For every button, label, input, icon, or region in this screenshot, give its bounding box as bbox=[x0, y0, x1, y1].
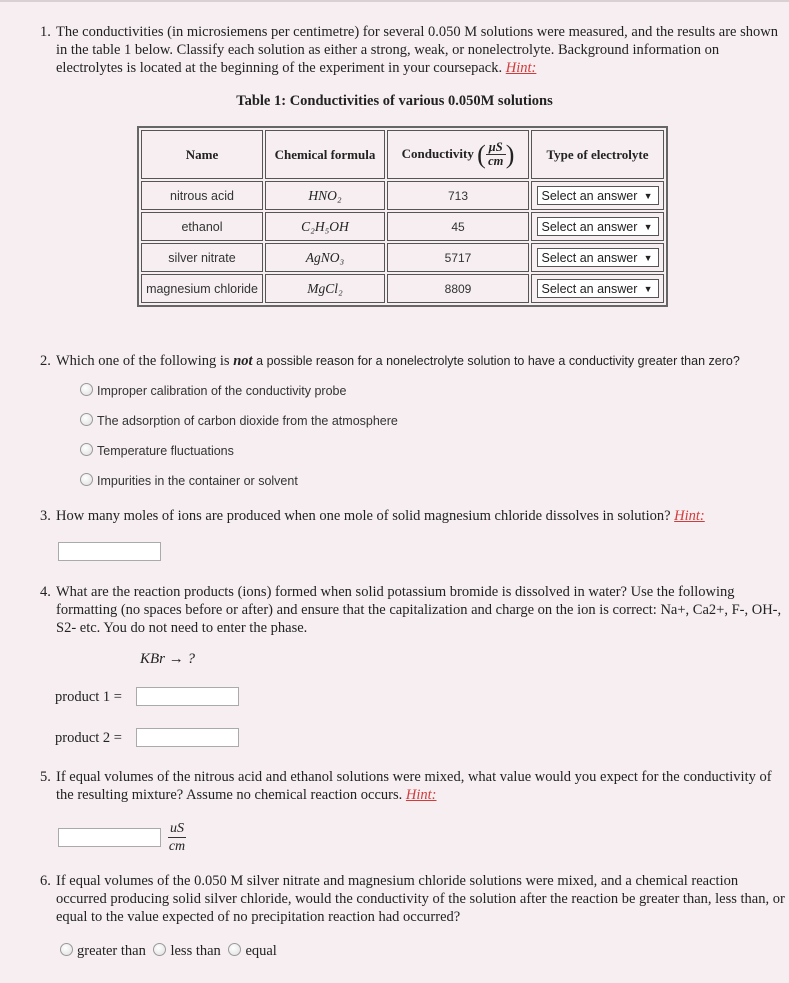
question-text: How many moles of ions are produced when one mole of solid magnesium chloride dissolves in solution? Hint: bbox=[56, 508, 705, 524]
q5-answer-input[interactable] bbox=[58, 828, 161, 847]
cell-formula: AgNO₃ bbox=[265, 243, 385, 272]
cell-conductivity: 713 bbox=[387, 181, 529, 210]
product-2-label: product 2 = bbox=[55, 730, 122, 746]
question-1 bbox=[40, 23, 785, 77]
q2-option[interactable]: Improper calibration of the conductivity probe bbox=[80, 383, 346, 398]
question-4 bbox=[40, 583, 785, 637]
q6-option[interactable]: greater than bbox=[60, 943, 146, 959]
q6-options bbox=[60, 943, 281, 960]
table-row bbox=[141, 181, 664, 210]
question-text: What are the reaction products (ions) formed when solid potassium bromide is dissolved in water? Use the following formatting (no spaces before or after) and ensure that the capitalization and charge on the ion is correct: Na+, Ca2+, F-, OH-, S2- etc. You do not need to enter the phase. bbox=[56, 584, 782, 636]
hint-link[interactable]: Hint: bbox=[674, 508, 705, 524]
radio-button[interactable] bbox=[80, 383, 93, 396]
q2-option[interactable]: Temperature fluctuations bbox=[80, 443, 234, 458]
radio-button[interactable] bbox=[80, 413, 93, 426]
reaction-equation: KBr → ? bbox=[140, 651, 196, 667]
q2-option[interactable]: Impurities in the container or solvent bbox=[80, 473, 298, 488]
dropdown-arrow-icon: ▼ bbox=[643, 222, 653, 232]
product-1-label: product 1 = bbox=[55, 689, 122, 705]
cell-formula: C₂H₅OH bbox=[265, 212, 385, 241]
q2-option[interactable]: The adsorption of carbon dioxide from the atmosphere bbox=[80, 413, 398, 428]
question-3 bbox=[40, 507, 785, 525]
table-caption: Table 1: Conductivities of various 0.050M solutions bbox=[236, 93, 553, 109]
question-number: 4. bbox=[40, 584, 51, 600]
q6-option[interactable]: less than bbox=[153, 943, 220, 959]
question-text: The conductivities (in microsiemens per centimetre) for several 0.050 M solutions were measured, and the results are shown in the table 1 below. Classify each solution as either a strong, weak, or nonelectrolyte. Background information on electrolytes is located at the beginning of the experiment in your coursepack. Hint: bbox=[56, 24, 778, 76]
radio-button[interactable] bbox=[228, 943, 241, 956]
table-header-row bbox=[141, 130, 664, 179]
question-5 bbox=[40, 768, 785, 804]
conductivity-table bbox=[137, 126, 668, 307]
hint-link[interactable]: Hint: bbox=[505, 60, 537, 76]
cell-name: ethanol bbox=[141, 212, 263, 241]
table-row bbox=[141, 274, 664, 303]
cell-name: nitrous acid bbox=[141, 181, 263, 210]
table-row bbox=[141, 212, 664, 241]
top-divider bbox=[0, 0, 789, 2]
cell-conductivity: 5717 bbox=[387, 243, 529, 272]
dropdown-arrow-icon: ▼ bbox=[643, 191, 653, 201]
question-text: If equal volumes of the 0.050 M silver nitrate and magnesium chloride solutions were mixed, and a chemical reaction occurred producing solid silver chloride, would the conductivity of the solution after the reaction be greater than, less than, or equal to the value expected of no precipitation reaction had occurred? bbox=[56, 873, 785, 925]
hint-link[interactable]: Hint: bbox=[405, 787, 437, 803]
cell-name: silver nitrate bbox=[141, 243, 263, 272]
electrolyte-type-select[interactable]: Select an answer ▼ bbox=[537, 248, 659, 267]
header-name: Name bbox=[141, 130, 263, 179]
dropdown-arrow-icon: ▼ bbox=[643, 284, 653, 294]
cell-formula: HNO₂ bbox=[265, 181, 385, 210]
cell-conductivity: 8809 bbox=[387, 274, 529, 303]
question-number: 5. bbox=[40, 769, 51, 785]
product-2-input[interactable] bbox=[136, 728, 239, 747]
q6-option[interactable]: equal bbox=[228, 943, 276, 959]
radio-button[interactable] bbox=[60, 943, 73, 956]
question-2 bbox=[40, 352, 785, 370]
question-number: 2. bbox=[40, 353, 51, 369]
question-number: 3. bbox=[40, 508, 51, 524]
question-number: 1. bbox=[40, 24, 51, 40]
radio-button[interactable] bbox=[80, 443, 93, 456]
question-text: If equal volumes of the nitrous acid and ethanol solutions were mixed, what value would you expect for the conductivity of the resulting mixture? Assume no chemical reaction occurs. Hint: bbox=[56, 769, 772, 803]
cell-conductivity: 45 bbox=[387, 212, 529, 241]
electrolyte-type-select[interactable]: Select an answer ▼ bbox=[537, 217, 659, 236]
q3-answer-input[interactable] bbox=[58, 542, 161, 561]
radio-button[interactable] bbox=[80, 473, 93, 486]
unit-fraction: $\frac{\mu S}{cm}$ bbox=[486, 141, 506, 168]
question-text: Which one of the following is not a possible reason for a nonelectrolyte solution to have a conductivity greater than zero? bbox=[56, 353, 740, 369]
electrolyte-type-select[interactable]: Select an answer ▼ bbox=[537, 186, 659, 205]
header-conductivity: Conductivity ( $\frac{\mu S}{cm}$ ) bbox=[387, 130, 529, 179]
question-6 bbox=[40, 872, 785, 926]
question-number: 6. bbox=[40, 873, 51, 889]
cell-formula: MgCl₂ bbox=[265, 274, 385, 303]
q5-unit: uS cm bbox=[168, 821, 186, 854]
dropdown-arrow-icon: ▼ bbox=[643, 253, 653, 263]
cell-name: magnesium chloride bbox=[141, 274, 263, 303]
header-formula: Chemical formula bbox=[265, 130, 385, 179]
electrolyte-type-select[interactable]: Select an answer ▼ bbox=[537, 279, 659, 298]
header-type: Type of electrolyte bbox=[531, 130, 664, 179]
radio-button[interactable] bbox=[153, 943, 166, 956]
table-row bbox=[141, 243, 664, 272]
product-1-input[interactable] bbox=[136, 687, 239, 706]
